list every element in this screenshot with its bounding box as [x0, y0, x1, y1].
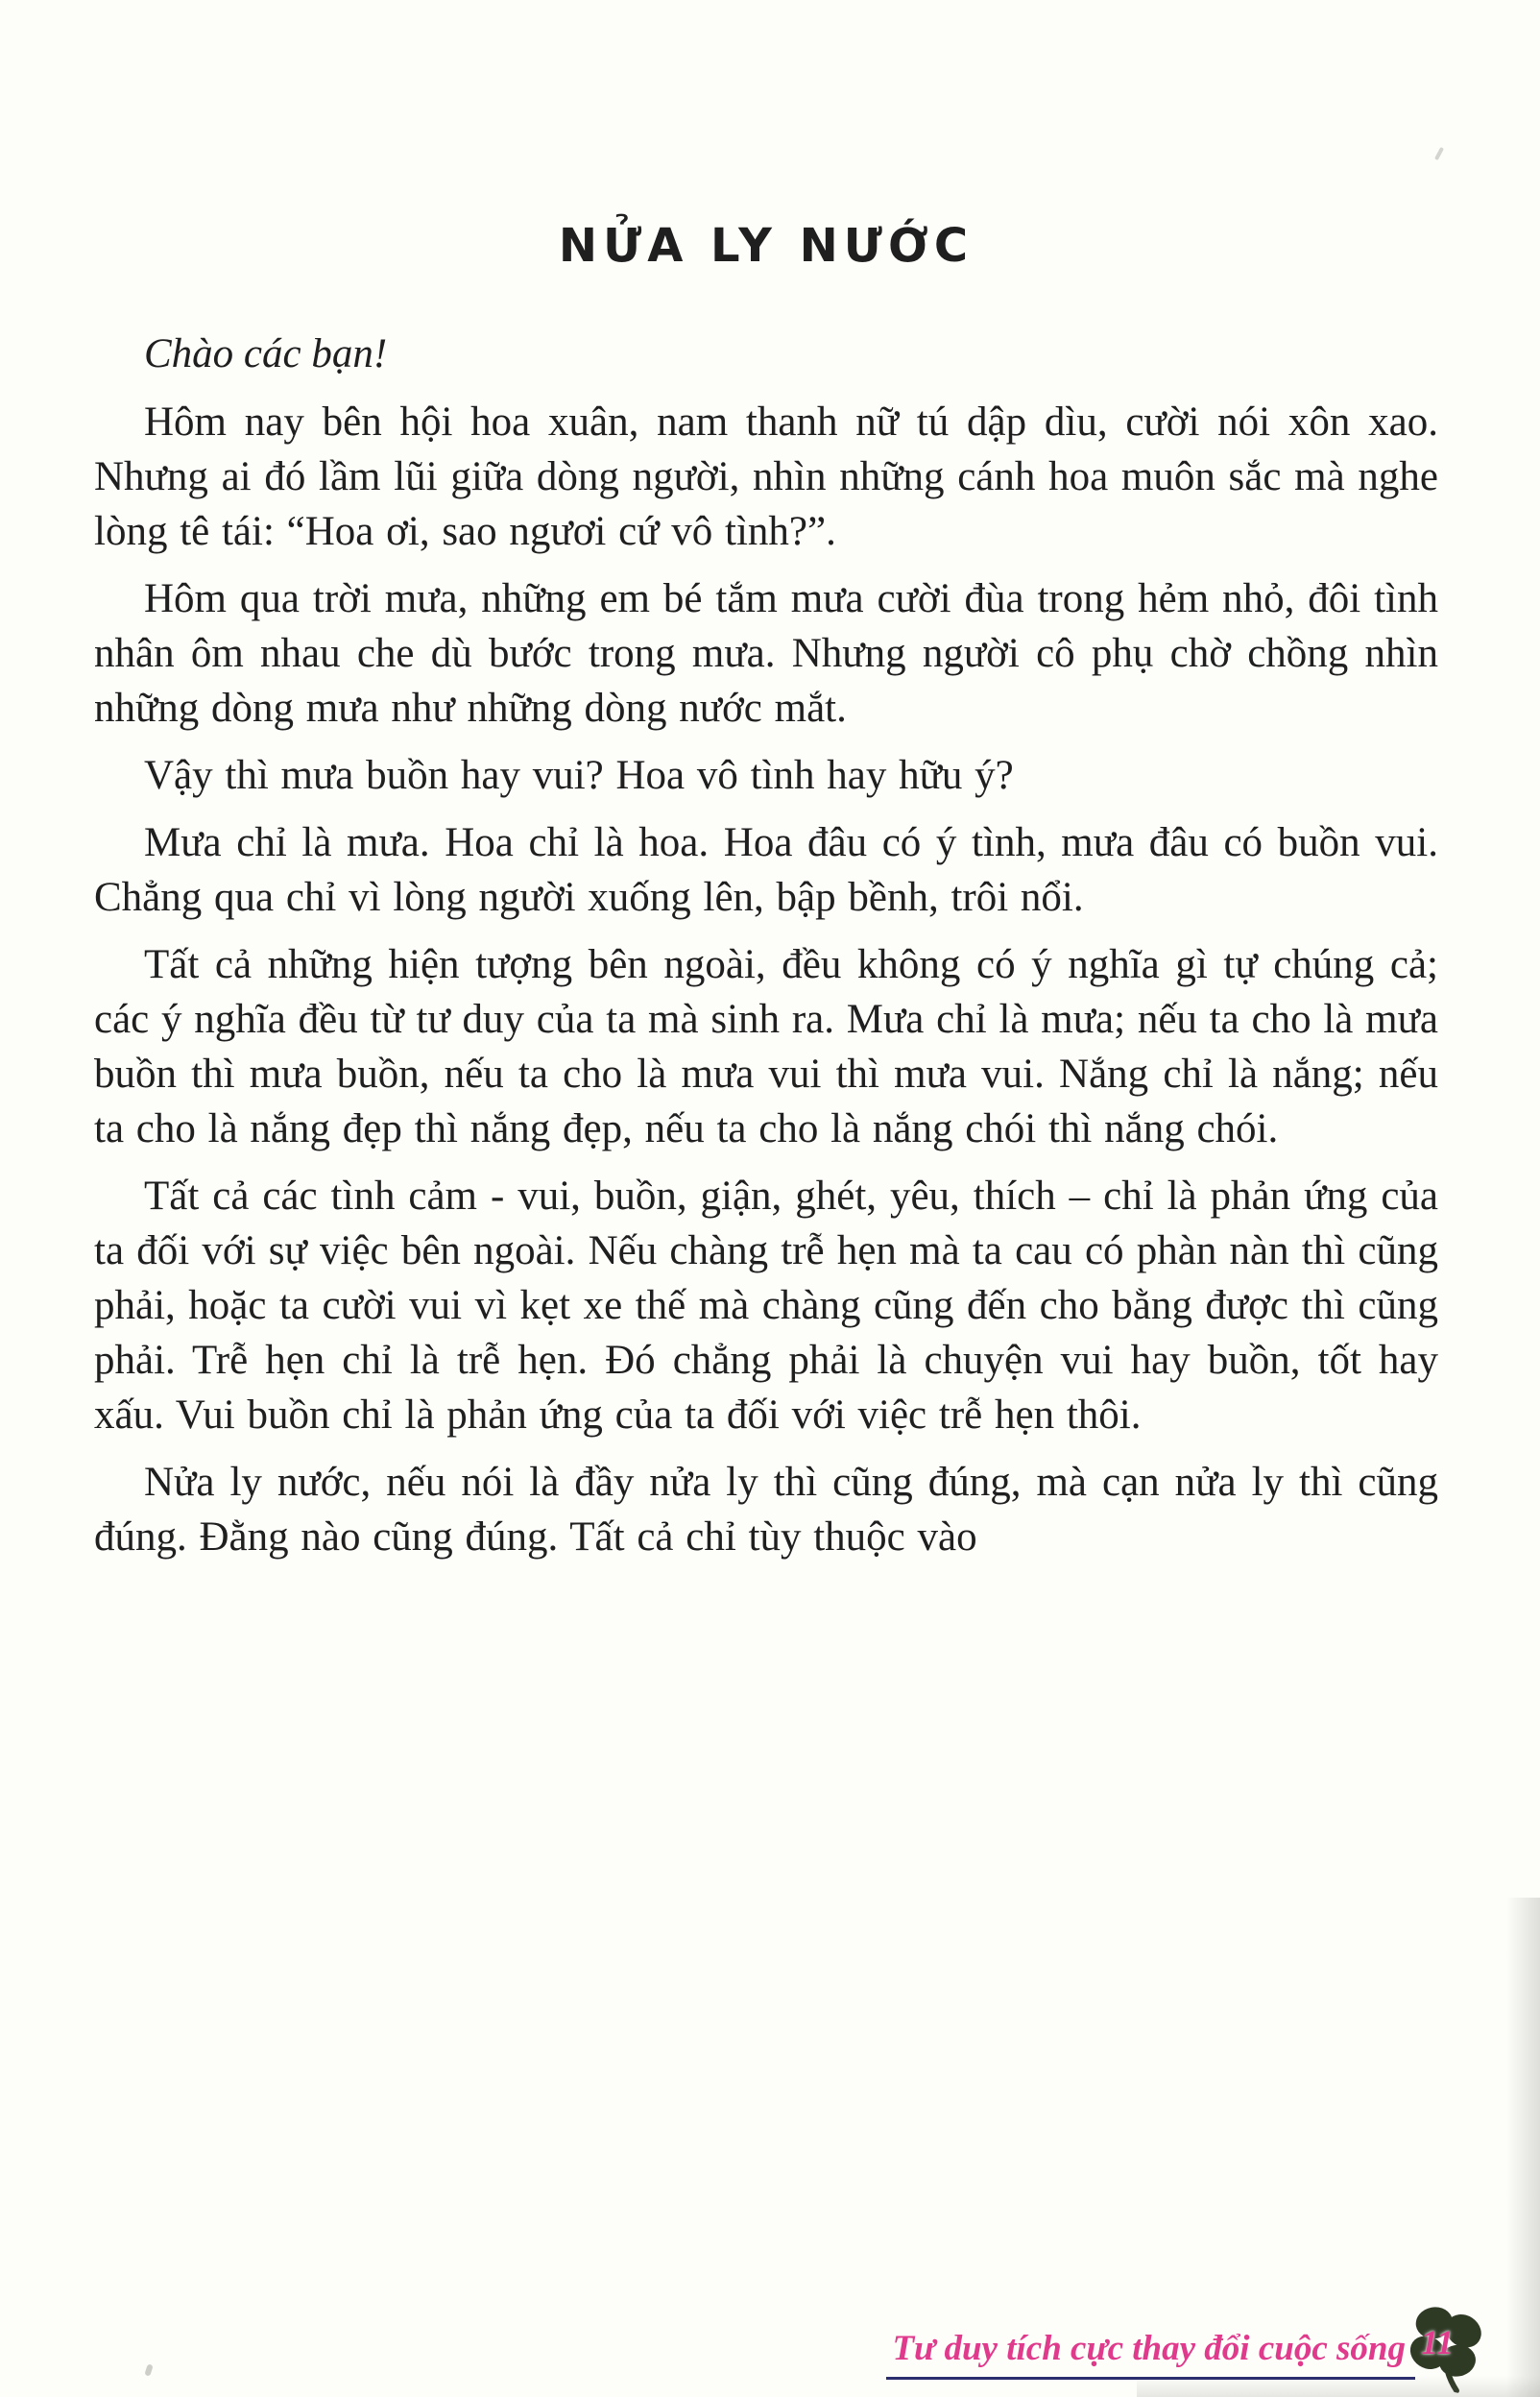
paragraph: Vậy thì mưa buồn hay vui? Hoa vô tình hay hữu ý? — [144, 753, 1014, 798]
page-edge-shadow — [1498, 1898, 1540, 2397]
page-number: 11 — [1421, 2323, 1455, 2361]
paragraph: Nửa ly nước, nếu nói là đầy nửa ly thì cũng đúng, mà cạn nửa ly thì cũng đúng. Đằng nào cũng đúng. Tất cả chỉ tùy thuộc vào — [94, 1460, 1438, 1560]
paragraph: Tất cả những hiện tượng bên ngoài, đều không có ý nghĩa gì tự chúng cả; các ý nghĩa đều từ tư duy của ta mà sinh ra. Mưa chỉ là mưa; nếu ta cho là mưa buồn thì mưa buồn, nếu ta cho là mưa vui thì mưa vui. Nắng chỉ là nắng; nếu ta cho là nắng đẹp thì nắng đẹp, nếu ta cho là nắng chói thì nắng chói. — [94, 942, 1438, 1151]
paragraph: Tất cả các tình cảm - vui, buồn, giận, ghét, yêu, thích – chỉ là phản ứng của ta đối với sự việc bên ngoài. Nếu chàng trễ hẹn mà ta cau có phàn nàn thì cũng phải, hoặc ta cười vui vì kẹt xe thế mà chàng cũng đến cho bằng được thì cũng phải. Trễ hẹn chỉ là trễ hẹn. Đó chẳng phải là chuyện vui hay buồn, tốt hay xấu. Vui buồn chỉ là phản ứng của ta đối với việc trễ hẹn thôi. — [94, 1174, 1438, 1438]
greeting-line: Chào các bạn! — [144, 331, 388, 376]
paragraph: Mưa chỉ là mưa. Hoa chỉ là hoa. Hoa đâu có ý tình, mưa đâu có buồn vui. Chẳng qua chỉ vì lòng người xuống lên, bập bềnh, trôi nổi. — [94, 820, 1438, 920]
chapter-title: NỬA LY NƯỚC — [558, 219, 975, 273]
page-footer — [886, 2297, 1496, 2380]
paragraph: Hôm qua trời mưa, những em bé tắm mưa cười đùa trong hẻm nhỏ, đôi tình nhân ôm nhau che dù bước trong mưa. Nhưng người cô phụ chờ chồng nhìn những dòng mưa như những dòng nước mắt. — [94, 576, 1438, 731]
page-content — [94, 219, 1438, 1577]
paragraph: Hôm nay bên hội hoa xuân, nam thanh nữ tú dập dìu, cười nói xôn xao. Nhưng ai đó lầm lũi giữa dòng người, nhìn những cánh hoa muôn sắc mà nghe lòng tê tái: “Hoa ơi, sao ngươi cứ vô tình?”. — [94, 400, 1438, 554]
scan-artifact — [1434, 147, 1444, 160]
clover-icon — [1400, 2297, 1496, 2391]
footer-book-title: Tư duy tích cực thay đổi cuộc sống — [886, 2330, 1415, 2380]
scan-artifact — [144, 2363, 153, 2376]
